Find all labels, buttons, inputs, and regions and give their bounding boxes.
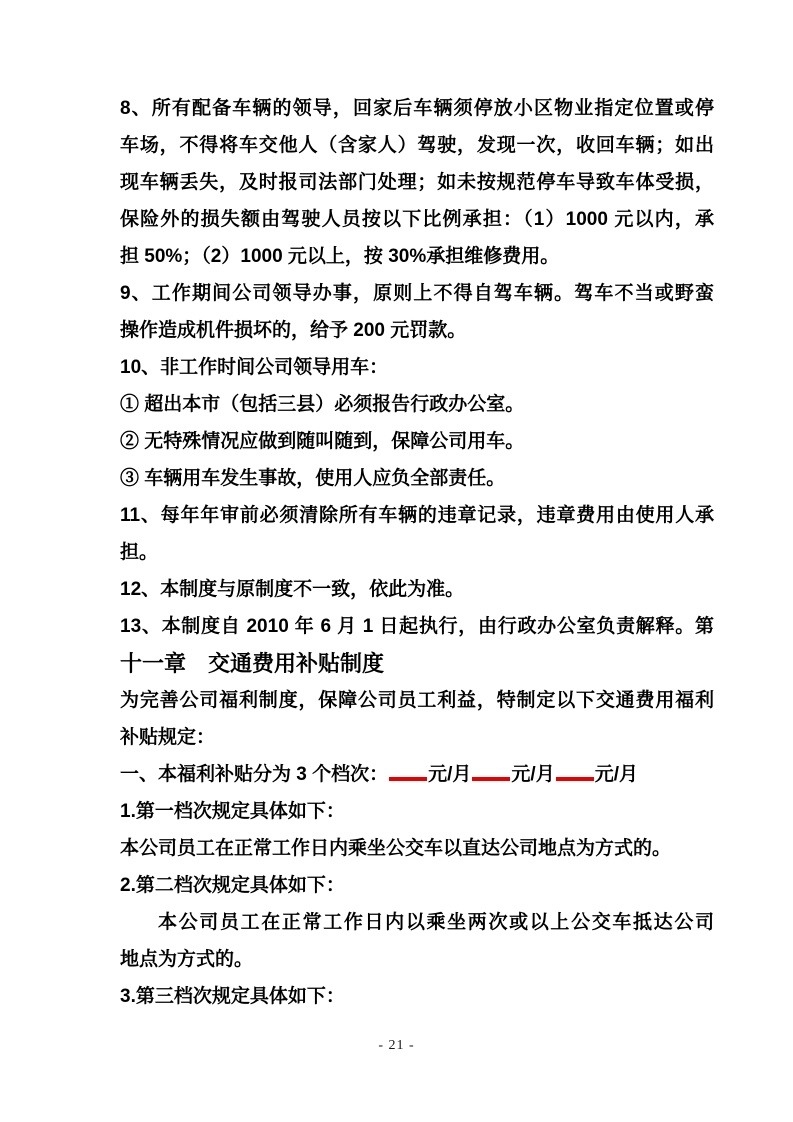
tier-unit-1: 元/月 (428, 764, 472, 785)
tier2-desc-line2: 地点为方式的。 (120, 949, 254, 970)
tier1-desc: 本公司员工在正常工作日内乘坐公交车以直达公司地点为方式的。 (120, 838, 672, 859)
intro-line1: 为完善公司福利制度，保障公司员工利益，特制定以下交通费用福利 (120, 690, 714, 711)
item9-line2: 操作造成机件损坏的，给予 200 元罚款。 (120, 320, 467, 341)
page-number: - 21 - (378, 1038, 415, 1053)
item8-line1: 8、所有配备车辆的领导，回家后车辆须停放小区物业指定位置或停 (120, 98, 714, 119)
tier-line-prefix: 一、本福利补贴分为 3 个档次： (120, 764, 389, 785)
tier3-title: 3.第三档次规定具体如下： (120, 986, 345, 1007)
tier-line (120, 756, 714, 793)
document-body (120, 90, 714, 1015)
fill-in-blank-3 (556, 777, 594, 781)
tier2-title: 2.第二档次规定具体如下： (120, 875, 345, 896)
item10-sub3: ③ 车辆用车发生事故，使用人应负全部责任。 (120, 468, 506, 489)
chapter-heading: 十一章 交通费用补贴制度 (120, 651, 385, 676)
tier-unit-2: 元/月 (511, 764, 555, 785)
item8-line2: 车场，不得将车交他人（含家人）驾驶，发现一次，收回车辆；如出 (120, 135, 714, 156)
fill-in-blank-1 (389, 777, 427, 781)
item8-line4: 保险外的损失额由驾驶人员按以下比例承担：（1）1000 元以内，承 (120, 209, 714, 230)
item12-line: 12、本制度与原制度不一致，依此为准。 (120, 579, 465, 600)
item10-sub1: ① 超出本市（包括三县）必须报告行政办公室。 (120, 394, 525, 415)
intro-line2: 补贴规定： (120, 727, 216, 748)
item10-line: 10、非工作时间公司领导用车： (120, 357, 389, 378)
tier2-desc-line1: 本公司员工在正常工作日内以乘坐两次或以上公交车抵达公司 (158, 912, 714, 933)
item13-line: 13、本制度自 2010 年 6 月 1 日起执行，由行政办公室负责解释。第 (120, 616, 714, 637)
fill-in-blank-2 (472, 777, 510, 781)
item10-sub2: ② 无特殊情况应做到随叫随到，保障公司用车。 (120, 431, 525, 452)
tier1-title: 1.第一档次规定具体如下： (120, 801, 345, 822)
item9-line1: 9、工作期间公司领导办事，原则上不得自驾车辆。驾车不当或野蛮 (120, 283, 714, 304)
item11-line1: 11、每年年审前必须清除所有车辆的违章记录，违章费用由使用人承 (120, 505, 714, 526)
tier-unit-3: 元/月 (594, 764, 638, 785)
item8-line3: 现车辆丢失，及时报司法部门处理；如未按规范停车导致车体受损， (120, 172, 714, 193)
item8-line5: 担 50%；（2）1000 元以上，按 30%承担维修费用。 (120, 246, 560, 267)
item11-line2: 担。 (120, 542, 159, 563)
